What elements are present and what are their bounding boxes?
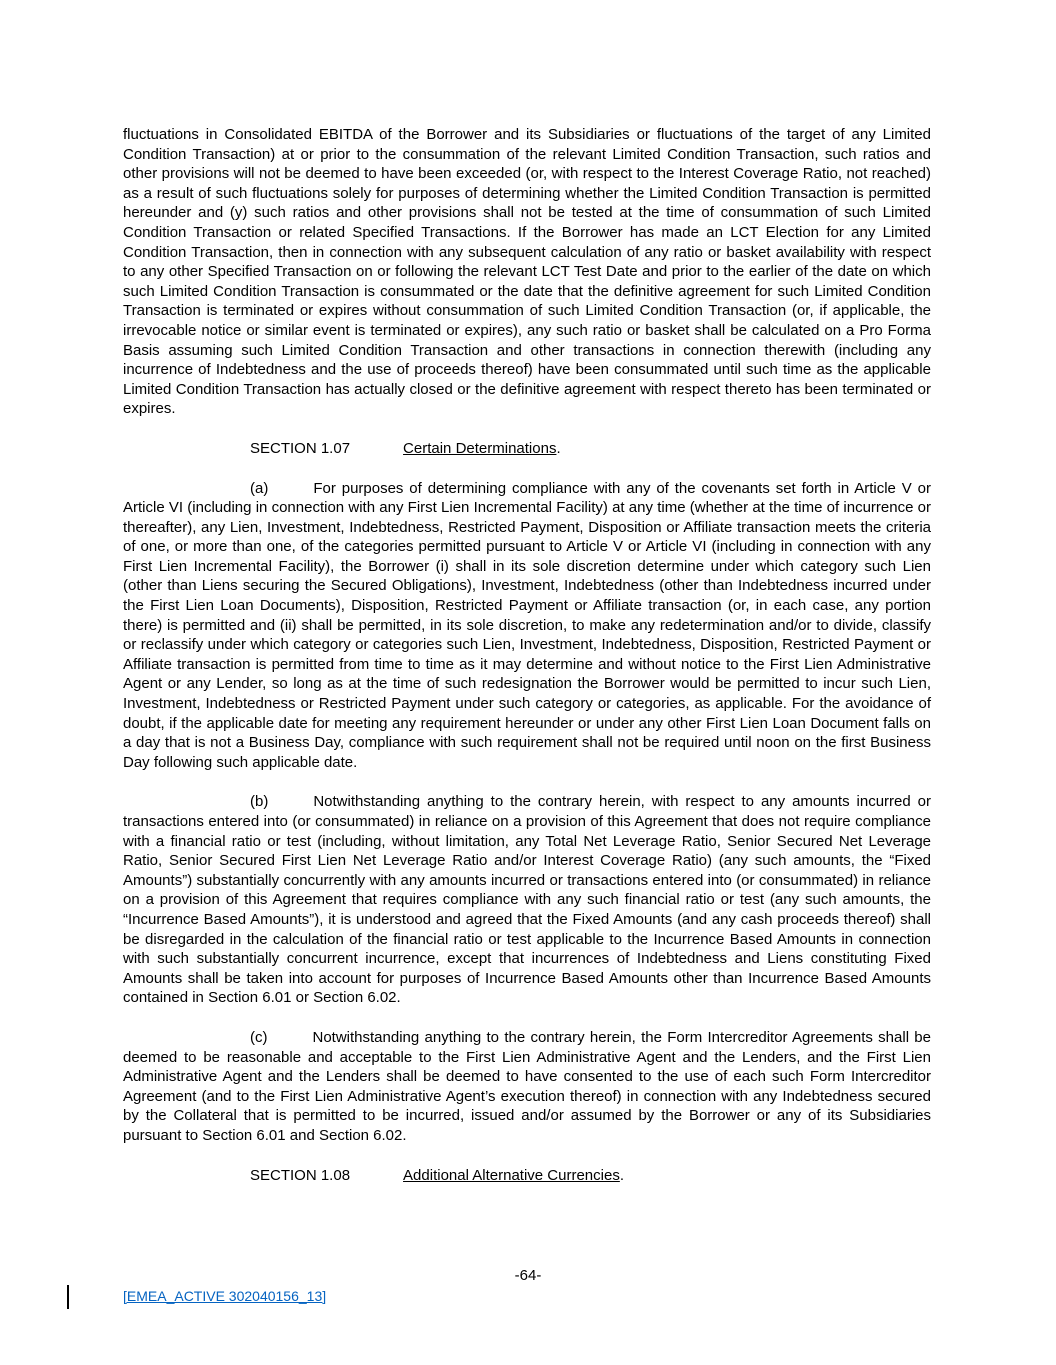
change-bar — [67, 1285, 69, 1309]
paragraph-b-label: (b) — [250, 793, 269, 811]
section-title: Additional Alternative Currencies — [403, 1166, 620, 1184]
paragraph-a — [123, 479, 931, 773]
paragraph-b — [123, 792, 931, 1008]
paragraph-c — [123, 1028, 931, 1146]
section-heading-1-08 — [123, 1166, 931, 1186]
document-stamp: [EMEA_ACTIVE 302040156_13] — [123, 1288, 327, 1304]
section-number: SECTION 1.07 — [250, 439, 351, 457]
paragraph-continuation: fluctuations in Consolidated EBITDA of the Borrower and its Subsidiaries or fluctuations of the target of any Limited Condition Transaction) at or prior to the consummation of the relevant Limited Condition Transaction, such ratios and other provisions will not be deemed to have been exceeded (or, with respect to the Interest Coverage Ratio, not reached) as a result of such fluctuations solely for purposes of determining whether the Limited Condition Transaction is permitted hereunder and (y) such ratios and other provisions shall not be tested at the time of consummation of such Limited Condition Transaction or related Specified Transactions. If the Borrower has made an LCT Election for any Limited Condition Transaction, then in connection with any subsequent calculation of any ratio or basket availability with respect to any other Specified Transaction on or following the relevant LCT Test Date and prior to the earlier of the date on which such Limited Condition Transaction is consummated or the date that the definitive agreement for such Limited Condition Transaction is terminated or expires without consummation of such Limited Condition Transaction (or, if applicable, the irrevocable notice or similar event is terminated or expires), any such ratio or basket shall be calculated on a Pro Forma Basis assuming such Limited Condition Transaction and other transactions in connection therewith (including any incurrence of Indebtedness and the use of proceeds thereof) have been consummated until such time as the applicable Limited Condition Transaction has actually closed or the definitive agreement with respect thereto has been terminated or expires. — [123, 126, 931, 418]
paragraph-b-text: Notwithstanding anything to the contrary herein, with respect to any amounts incurred or transactions entered into (or consummated) in reliance on a provision of this Agreement that does not require compliance with a financial ratio or test (including, without limitation, any Total Net Leverage Ratio, Senior Secured Net Leverage Ratio, Senior Secured First Lien Net Leverage Ratio and/or Interest Coverage Ratio) (any such amounts, the “Fixed Amounts”) substantially concurrently with any amounts incurred or transactions entered into (or consummated) in reliance on a provision of this Agreement that requires compliance with any such financial ratio or test (any such amounts, the “Incurrence Based Amounts”), it is understood and agreed that the Fixed Amounts (and any cash proceeds thereof) shall be disregarded in the calculation of the financial ratio or test applicable to the Incurrence Based Amounts in connection with such substantially concurrent incurrence, except that incurrences of Indebtedness and Liens constituting Fixed Amounts shall be taken into account for purposes of Incurrence Based Amounts other than Incurrence Based Amounts contained in Section 6.01 or Section 6.02. — [123, 793, 931, 1007]
section-title-period: . — [619, 1166, 625, 1184]
page-number: -64- — [514, 1267, 542, 1284]
paragraph-c-label: (c) — [250, 1028, 268, 1046]
paragraph-a-label: (a) — [250, 479, 269, 497]
section-number: SECTION 1.08 — [250, 1166, 351, 1184]
document-body — [123, 125, 931, 1205]
section-heading-1-07 — [123, 439, 931, 459]
section-title-period: . — [556, 439, 561, 457]
section-title: Certain Determinations — [403, 439, 557, 457]
paragraph-c-text: Notwithstanding anything to the contrary herein, the Form Intercreditor Agreements shall be deemed to be reasonable and acceptable to the First Lien Administrative Agent and the Lenders, and the First Lien Administrative Agent and the Lenders shall be deemed to have consented to the use of each such Form Intercreditor Agreement (and to the First Lien Administrative Agent’s execution thereof) in connection with any Indebtedness secured by the Collateral that is permitted to be incurred, issued and/or assumed by the Borrower or any of its Subsidiaries pursuant to Section 6.01 and Section 6.02. — [123, 1028, 931, 1144]
paragraph-a-text: For purposes of determining compliance with any of the covenants set forth in Article V or Article VI (including in connection with any First Lien Incremental Facility) at any time (whether at the time of incurrence or thereafter), any Lien, Investment, Indebtedness, Restricted Payment, Disposition or Affiliate transaction meets the criteria of one, or more than one, of the categories permitted pursuant to Article V or Article VI (including in connection with any First Lien Incremental Facility), the Borrower (i) shall in its sole discretion determine under which category such Lien (other than Liens securing the Secured Obligations), Investment, Indebtedness (other than Indebtedness incurred under the First Lien Loan Documents), Disposition, Restricted Payment or Affiliate transaction (or, in each case, any portion there) is permitted and (ii) shall be permitted, in its sole discretion, to make any redetermination and/or to divide, classify or reclassify under which category or categories such Lien, Investment, Indebtedness, Disposition, Restricted Payment or Affiliate transaction is permitted from time to time as it may determine and without notice to the First Lien Administrative Agent or any Lender, so long as at the time of such redesignation the Borrower would be permitted to incur such Lien, Investment, Indebtedness or Restricted Payment under such category or categories, as applicable. For the avoidance of doubt, if the applicable date for meeting any requirement hereunder or under any other First Lien Loan Document falls on a day that is not a Business Day, compliance with such requirement shall not be required until noon on the first Business Day following such applicable date. — [123, 479, 931, 771]
